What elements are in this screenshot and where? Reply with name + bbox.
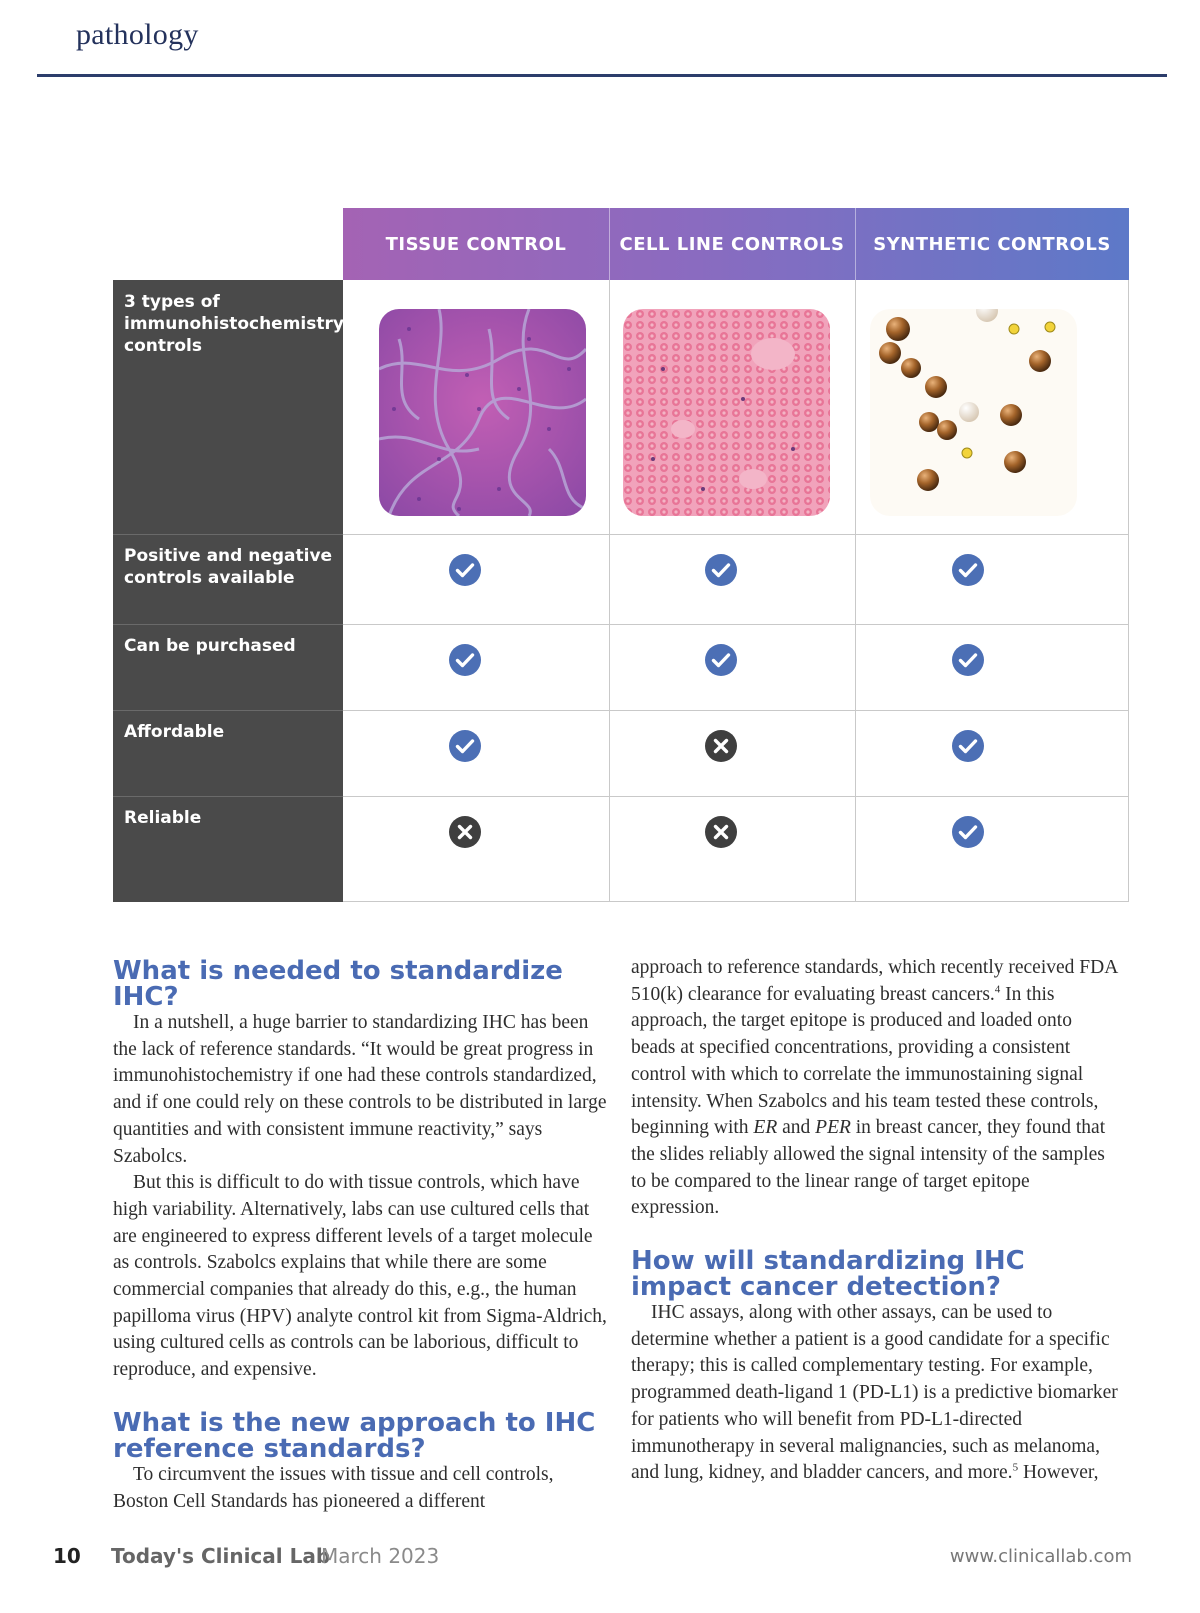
check-icon-positive-negative-tissue	[448, 553, 482, 587]
check-icon-reliable-synthetic	[951, 815, 985, 849]
paragraph-ihc-assays: IHC assays, along with other assays, can be used to determine whether a patient is a good candidate for a specific therapy; this is called complementary testing. For example, programmed death-ligand 1 (PD-L1) is a predictive biomarker for patients who will benefit from PD-L1-directed immunotherapy in several malignancies, such as melanoma, and lung, kidney, and bladder cancers, and more.$^5$ However,	[631, 1302, 1118, 1484]
paragraph-nutshell: In a nutshell, a huge barrier to standardizing IHC has been the lack of reference standards. “It would be great progress in immunohistochemistry if one had these controls standardized, and if one could rely on these controls to be distributed in large quantities and with consistent immune reactivity,” says Szabolcs.	[113, 1012, 607, 1167]
row-label-reliable: Reliable	[124, 808, 202, 828]
row-label-positive-negative: Positive and negative controls available	[124, 546, 333, 588]
article-right-column	[631, 955, 1121, 1487]
check-icon-affordable-synthetic	[951, 729, 985, 763]
cross-icon-reliable-tissue	[448, 815, 482, 849]
paragraph-approach-continued: approach to reference standards, which recently received FDA 510(k) clearance for evaluating breast cancers.$^4$ In this approach, the target epitope is produced and loaded onto beads at specified concentrations, providing a consistent control with which to correlate the immunostaining signal intensity. When Szabolcs and his team tested these controls, beginning with ER and PER in breast cancer, they found that the slides reliably allowed the signal intensity of the samples to be compared to the linear range of target epitope expression.	[631, 957, 1118, 1219]
heading-new-approach: What is the new approach to IHC reference standards?	[113, 1407, 596, 1464]
table-header	[343, 208, 1129, 280]
column-header-cell-line: CELL LINE CONTROLS	[619, 233, 845, 255]
check-icon-purchased-synthetic	[951, 643, 985, 677]
row-label-title: 3 types of immunohistochemistry controls	[124, 292, 344, 356]
section-label: pathology	[76, 18, 199, 51]
column-header-tissue: TISSUE CONTROL	[385, 233, 567, 255]
row-label-purchased: Can be purchased	[124, 636, 296, 656]
check-icon-purchased-cell-line	[704, 643, 738, 677]
row-label-affordable: Affordable	[124, 722, 225, 742]
website-link[interactable]: www.clinicallab.com	[949, 1546, 1132, 1567]
controls-comparison-table	[113, 208, 1129, 902]
article-left-column	[113, 958, 608, 1515]
cell-line-micrograph	[623, 309, 830, 516]
heading-cancer-detection: How will standardizing IHC impact cancer detection?	[631, 1246, 1025, 1303]
check-icon-positive-negative-synthetic	[951, 553, 985, 587]
page-number: 10	[53, 1544, 81, 1568]
paragraph-tissue-variability: But this is difficult to do with tissue controls, which have high variability. Alternatively, labs can use cultured cells that are engineered to express different levels of a target molecule as controls. Szabolcs explains that while there are some commercial companies that already do this, e.g., the human papilloma virus (HPV) analyte control kit from Sigma-Aldrich, using cultured cells as controls can be laborious, difficult to reproduce, and expensive.	[113, 1172, 607, 1381]
cross-icon-affordable-cell-line	[704, 729, 738, 763]
paragraph-circumvent: To circumvent the issues with tissue and cell controls, Boston Cell Standards has pioneered a different	[113, 1463, 554, 1512]
synthetic-beads-image	[870, 309, 1077, 516]
row-label-column	[113, 280, 343, 902]
tissue-micrograph	[379, 309, 586, 516]
column-header-synthetic: SYNTHETIC CONTROLS	[873, 233, 1111, 255]
check-icon-affordable-tissue	[448, 729, 482, 763]
check-icon-purchased-tissue	[448, 643, 482, 677]
header-rule	[37, 74, 1167, 77]
check-icon-positive-negative-cell-line	[704, 553, 738, 587]
magazine-name: Today's Clinical Lab	[111, 1544, 331, 1568]
heading-standardize: What is needed to standardize IHC?	[113, 956, 563, 1012]
cross-icon-reliable-cell-line	[704, 815, 738, 849]
issue-date: March 2023	[321, 1544, 440, 1568]
